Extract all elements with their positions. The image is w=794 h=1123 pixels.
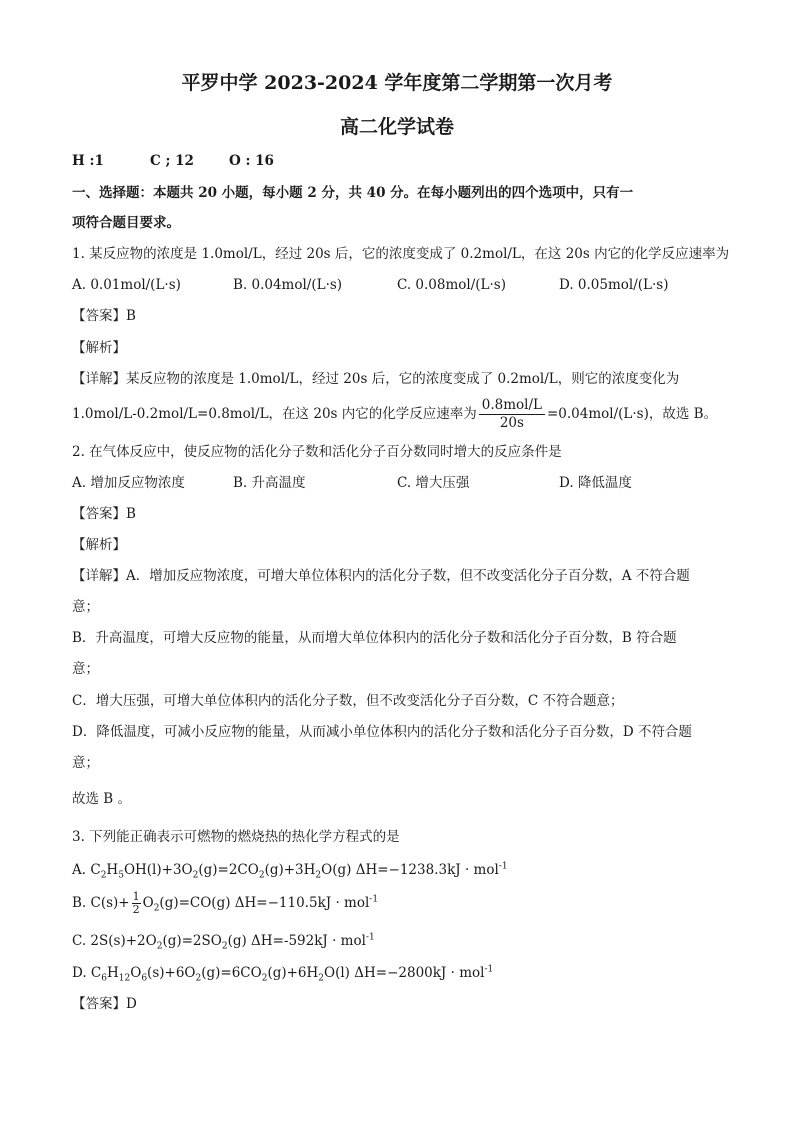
- q3-d-text: O: [130, 965, 142, 981]
- q2-detail-a-text: A．增加反应物浓度，可增大单位体积内的活化分子数，但不改变活化分子百分数，A 不符合题: [126, 568, 690, 584]
- q3-d-text: (s)+6O: [147, 965, 196, 981]
- q1-rate-fraction: [479, 397, 545, 432]
- answer-label: 【答案】: [72, 506, 126, 522]
- q2-detail-a: [72, 567, 690, 585]
- exam-title: 平罗中学 2023-2024 学年度第二学期第一次月考: [181, 72, 613, 94]
- section-heading-cont: 项符合题目要求。: [72, 215, 180, 231]
- q1-answer: [72, 307, 136, 325]
- q1-detail-line1: [72, 370, 679, 388]
- q3-b-text: (g)=CO(g) ΔH=−110.5kJ · mol: [159, 895, 370, 911]
- q3-stem: 3. 下列能正确表示可燃物的燃烧热的热化学方程式的是: [72, 829, 400, 845]
- subscript: 6: [101, 973, 107, 984]
- q2-detail-b: B．升高温度，可增大反应物的能量，从而增大单位体积内的活化分子数和活化分子百分数，B 符合题: [72, 630, 677, 646]
- q3-d-text: D. C: [72, 965, 102, 981]
- atomic-mass-o: O : 16: [229, 153, 274, 169]
- subscript: 2: [221, 941, 228, 952]
- q3-d-text: (g)=6CO: [201, 965, 262, 981]
- q2-detail-c: C．增大压强，可增大单位体积内的活化分子数，但不改变活化分子百分数，C 不符合题意；: [72, 693, 624, 709]
- subscript: 12: [118, 973, 131, 984]
- subscript: 2: [318, 973, 325, 984]
- q2-answer: [72, 505, 136, 523]
- detail-label: 【详解】: [72, 371, 126, 387]
- subscript: 2: [315, 870, 322, 881]
- q3-c-text: C. 2S(s)+2O: [72, 933, 157, 949]
- q2-detail-d: D．降低温度，可减小反应物的能量，从而减小单位体积内的活化分子数和活化分子百分数，D 不符合题: [72, 724, 692, 740]
- q3-a-text: C: [90, 862, 101, 878]
- atomic-mass-h: H :1: [72, 153, 104, 169]
- superscript: -1: [484, 964, 494, 975]
- q1-option-b: B. 0.04mol/(L·s): [233, 277, 343, 293]
- subscript: 2: [258, 870, 265, 881]
- detail-label: 【详解】: [72, 568, 126, 584]
- q3-c-text: (g)=2SO: [162, 933, 222, 949]
- section-heading: 一、选择题：本题共 20 小题，每小题 2 分，共 40 分。在每小题列出的四个选项中，只有一: [72, 185, 634, 201]
- q1-option-d: D. 0.05mol/(L·s): [559, 277, 669, 293]
- superscript: -1: [498, 861, 508, 872]
- q3-answer: [72, 995, 137, 1013]
- q3-a-text: A.: [72, 862, 91, 878]
- q3-d-text: H: [107, 965, 119, 981]
- fraction-numerator: 0.8mol/L: [479, 397, 545, 415]
- subscript: 2: [192, 870, 199, 881]
- q3-a-text: (g)=2CO: [198, 862, 259, 878]
- q1-option-a: A. 0.01mol/(L·s): [72, 277, 181, 293]
- q3-c-text: (g) ΔH=-592kJ · mol: [227, 933, 366, 949]
- q2-detail-d-cont: 意；: [72, 755, 99, 771]
- fraction-denominator: 2: [132, 903, 140, 916]
- subscript: 2: [153, 903, 160, 914]
- exam-subtitle: 高二化学试卷: [339, 116, 454, 138]
- answer-label: 【答案】: [72, 996, 126, 1012]
- q2-detail-b-cont: 意；: [72, 661, 99, 677]
- q3-a-text: O(g) ΔH=−1238.3kJ · mol: [321, 862, 499, 878]
- atomic-mass-c: C ; 12: [150, 153, 194, 169]
- fraction-numerator: 1: [132, 890, 140, 903]
- q2-option-a: A. 增加反应物浓度: [72, 475, 185, 491]
- q2-conclusion: 故选 B 。: [72, 791, 132, 807]
- subscript: 5: [118, 870, 124, 881]
- superscript: -1: [369, 894, 379, 905]
- superscript: -1: [365, 932, 375, 943]
- subscript: 2: [261, 973, 268, 984]
- half-fraction: [132, 891, 141, 916]
- q2-detail-a-cont: 意；: [72, 599, 99, 615]
- q3-answer-value: D: [126, 996, 137, 1012]
- q3-a-text: (g)+3H: [264, 862, 316, 878]
- q3-b-text: B. C(s)+: [72, 895, 130, 911]
- q3-d-text: O(l) ΔH=−2800kJ · mol: [324, 965, 485, 981]
- q2-option-d: D. 降低温度: [559, 475, 632, 491]
- q3-b-text: O: [142, 895, 154, 911]
- q2-option-b: B. 升高温度: [233, 475, 306, 491]
- q3-a-text: OH(l)+3O: [123, 862, 193, 878]
- subscript: 2: [156, 941, 163, 952]
- q2-answer-value: B: [126, 506, 136, 522]
- q1-detail2-post: =0.04mol/(L·s)，故选 B。: [546, 406, 718, 422]
- subscript: 2: [100, 870, 107, 881]
- subscript: 2: [195, 973, 202, 984]
- q1-detail-text: 某反应物的浓度是 1.0mol/L，经过 20s 后，它的浓度变成了 0.2mol/L，则它的浓度变化为: [126, 371, 680, 387]
- q1-analysis-label: 【解析】: [72, 340, 126, 356]
- q2-stem: 2. 在气体反应中，使反应物的活化分子数和活化分子百分数同时增大的反应条件是: [72, 444, 562, 460]
- q2-option-c: C. 增大压强: [397, 475, 470, 491]
- q3-option-a: [72, 861, 508, 879]
- q3-option-b: [72, 888, 378, 918]
- q3-a-text: H: [106, 862, 119, 878]
- q1-answer-value: B: [126, 308, 136, 324]
- fraction-denominator: 20s: [499, 415, 524, 431]
- q3-option-c: [72, 932, 375, 950]
- answer-label: 【答案】: [72, 308, 126, 324]
- q1-detail2-pre: 1.0mol/L-0.2mol/L=0.8mol/L，在这 20s 内它的化学反应速率为: [72, 406, 477, 422]
- subscript: 6: [141, 973, 148, 984]
- q1-stem: 1. 某反应物的浓度是 1.0mol/L，经过 20s 后，它的浓度变成了 0.2mol/L，在这 20s 内它的化学反应速率为: [72, 246, 730, 262]
- q3-option-d: [72, 964, 493, 982]
- q2-analysis-label: 【解析】: [72, 537, 126, 553]
- q1-option-c: C. 0.08mol/(L·s): [397, 277, 507, 293]
- q1-detail-line2: [72, 396, 717, 432]
- q3-d-text: (g)+6H: [267, 965, 319, 981]
